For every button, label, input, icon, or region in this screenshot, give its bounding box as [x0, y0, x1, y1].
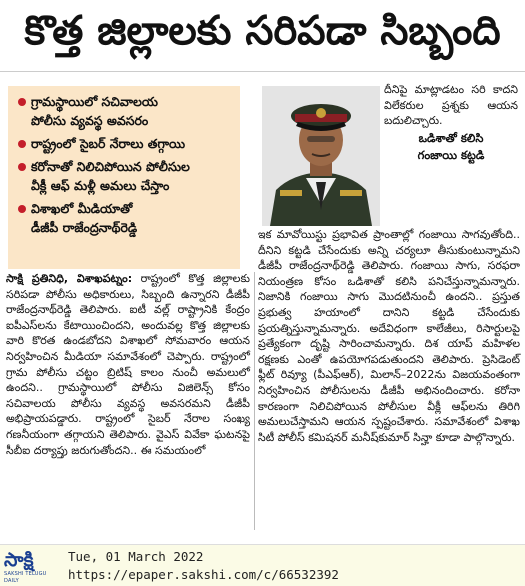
logo-subtitle: SAKSHI TELUGU DAILY — [4, 571, 47, 584]
footer-url[interactable]: https://epaper.sakshi.com/c/66532392 — [68, 567, 339, 582]
highlight-text: విశాఖలో మీడియాతో డీజీపీ రాజేంద్రనాథ్‌రెడ్డి — [31, 201, 138, 235]
middle-column — [258, 227, 520, 445]
footer — [0, 544, 525, 586]
left-column-text: రాష్ట్రంలో కొత్త జిల్లాలకు సరిపడా పోలీసు అధికారులు, సిబ్బంది ఉన్నారని డీజీపీ రాజేంద్రనాథ్‌రెడ్డి తెలిపారు. ఐటీ వల్ల్ రాష్ట్రానికి కేంద్రం ఐపీఎస్‌లను కేటాయించిందని, అందువల్ల కొత్త జిల్లాలకు వారి కొరత ఉండబోదని విశాఖలో సోమవారం ఆయన నిర్వహించిన మీడియా సమావేశంలో చెప్పారు. రాష్ట్రంలో గ్రామ పోలీసు చట్టం బ్రిటిష్ కాలం నుంచీ అమలులో ఉందని.. గ్రామస్థాయిలో పోలీసు విజిలెన్స్ కోసం సచివాలయ పోలీసు వ్యవస్థ అవసరమని డీజీపీ అభిప్రాయపడ్డారు. రాష్ట్రంలో సైబర్ నేరాల సంఖ్య గణనీయంగా తగ్గాయని తెలిపారు. వైఎస్ వివేకా ఘటనపై సీబీఐ దర్యాప్తు జరుగుతోందని.. ఈ సమయంలో — [6, 272, 250, 457]
headline: కొత్త జిల్లాలకు సరిపడా సిబ్బంది — [0, 0, 525, 72]
column-divider — [254, 272, 255, 530]
highlights-box — [8, 86, 240, 269]
officer-portrait-icon — [262, 86, 380, 226]
highlight-item — [18, 157, 234, 195]
highlight-text: రాష్ట్రంలో సైబర్ నేరాలు తగ్గాయి — [31, 136, 186, 151]
highlight-item — [18, 134, 234, 153]
dateline: సాక్షి ప్రతినిధి, విశాఖపట్నం: — [6, 272, 133, 285]
logo-word: సాక్షి — [4, 549, 34, 571]
highlight-item — [18, 92, 234, 130]
left-column — [6, 271, 250, 458]
subheading-line-2: గంజాయి కట్టడి — [417, 148, 485, 163]
bullet-icon — [18, 140, 26, 148]
right-column — [384, 82, 518, 164]
dgp-photo — [262, 86, 380, 226]
footer-date: Tue, 01 March 2022 — [68, 549, 204, 564]
middle-column-text: ఇక మావోయిస్టు ప్రభావిత ప్రాంతాల్లో గంజాయి సాగవుతోంది.. దీనిని కట్టడి చేసేందుకు అన్ని చర్యలూ తీసుకుంటున్నామని డీజీపీ రాజేంద్రనాథ్‌రెడ్డి తెలిపారు. గంజాయి సాగు, సరఫరా నియంత్రణ కోసం ఒడిశాతో కలిసి పనిచేస్తున్నామన్నారు. నిజానికి గంజాయి సాగు మొదటినుంచీ ఉందని.. ప్రస్తుత ప్రభుత్వ హయాంలో దానిని కట్టడి చేసేందుకు ప్రయత్నిస్తున్నామన్నారు. అదేవిధంగా కాలేజీలు, రిసార్టులపై ప్రత్యేకంగా దృష్టి సారించామన్నారు. దిశ యాప్ మహిళల రక్షణకు ఎంతో ఉపయోగపడుతుందని తెలిపారు. ప్రెసిడెంట్ ఫ్లీట్ రివ్యూ (పీఎఫ్ఆర్), మిలాన్–2022ను విజయవంతంగా నిర్వహించిన పోలీసులను డీజీపీ అభినందించారు. కరోనా కారణంగా నిలిచిపోయిన పోలీసుల వీక్లీ ఆఫ్‌లను తిరిగి అమలుచేస్తామని ఆయన స్పష్టంచేశారు. సమావేశంలో విశాఖ సిటీ పోలీస్ కమిషనర్ మనీష్‌కుమార్ సిన్హా కూడా పాల్గొన్నారు. — [258, 228, 520, 444]
highlight-text: గ్రామస్థాయిలో సచివాలయ పోలీసు వ్యవస్థ అవసరం — [31, 94, 158, 128]
bullet-icon — [18, 163, 26, 171]
right-column-intro: దీనిపై మాట్లాడటం సరి కాదని విలేకరుల ప్రశ్నకు ఆయన బదులిచ్చారు. — [384, 83, 518, 128]
highlight-text: కరోనాతో నిలిచిపోయిన పోలీసుల వీక్లీ ఆఫ్ మళ్లీ అమలు చేస్తాం — [31, 159, 190, 193]
bullet-icon — [18, 205, 26, 213]
sakshi-logo — [4, 549, 62, 583]
highlight-item — [18, 199, 234, 237]
subheading-line-1: ఒడిశాతో కలిసి — [418, 130, 484, 145]
left-column-paragraph — [6, 271, 250, 458]
bullet-icon — [18, 98, 26, 106]
